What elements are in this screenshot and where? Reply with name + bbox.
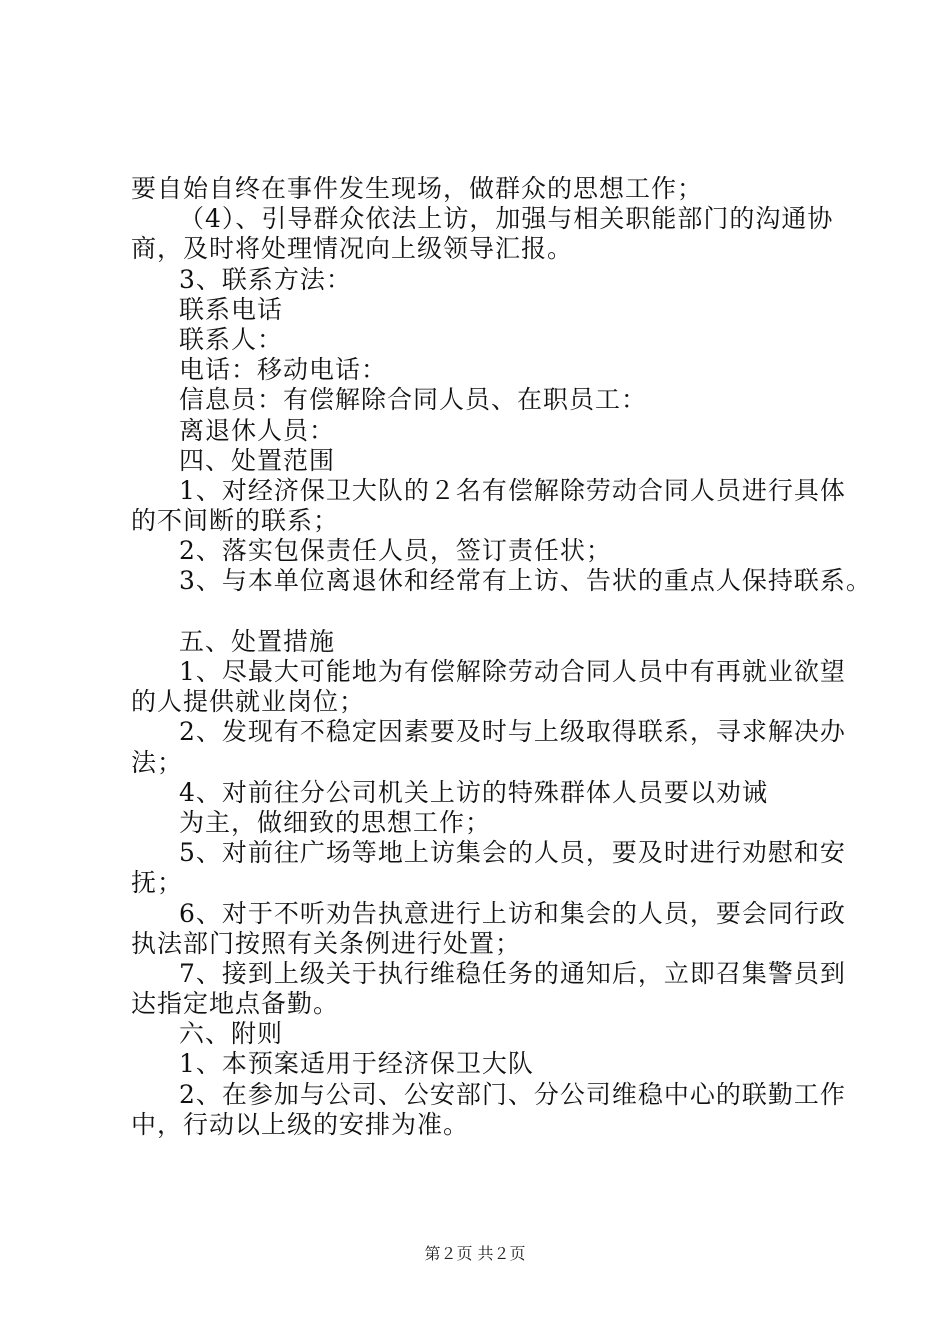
text-line: 3、与本单位离退休和经常有上访、告状的重点人保持联系。 xyxy=(179,566,872,596)
text-line: 执法部门按照有关条例进行处置； xyxy=(131,928,522,958)
text-line: 商，及时将处理情况向上级领导汇报。 xyxy=(131,234,574,264)
text-line: 3、联系方法： xyxy=(179,264,352,294)
text-line: （4）、引导群众依法上访，加强与相关职能部门的沟通协 xyxy=(179,204,834,234)
text-line: 要自始自终在事件发生现场，做群众的思想工作； xyxy=(131,174,704,203)
text-line: 5、对前往广场等地上访集会的人员，要及时进行劝慰和安 xyxy=(179,838,846,868)
text-line: 2、发现有不稳定因素要及时与上级取得联系，寻求解决办 xyxy=(179,717,846,747)
text-line: 2、在参加与公司、公安部门、分公司维稳中心的联勤工作 xyxy=(179,1079,846,1109)
text-line: 联系人： xyxy=(179,324,284,354)
text-line: 达指定地点备勤。 xyxy=(131,989,340,1019)
text-line: 1、尽最大可能地为有偿解除劳动合同人员中有再就业欲望 xyxy=(179,657,846,686)
section-heading: 四、处置范围 xyxy=(179,445,336,475)
text-line: 抚； xyxy=(131,868,184,898)
text-line: 的不间断的联系； xyxy=(131,506,340,536)
text-line: 7、接到上级关于执行维稳任务的通知后，立即召集警员到 xyxy=(179,958,846,988)
text-line: 电话：移动电话： xyxy=(179,355,388,385)
text-line: 法； xyxy=(131,747,184,777)
page-footer: 第２页 共２页 xyxy=(424,1244,526,1263)
blank-line xyxy=(131,597,841,627)
section-heading: 六、附则 xyxy=(179,1019,284,1049)
text-line: 4、对前往分公司机关上访的特殊群体人员要以劝诫 xyxy=(179,777,768,807)
text-line: 中，行动以上级的安排为准。 xyxy=(131,1109,470,1139)
text-line: 1、本预案适用于经济保卫大队 xyxy=(179,1049,534,1079)
text-line: 1、对经济保卫大队的２名有偿解除劳动合同人员进行具体 xyxy=(179,475,846,505)
text-line: 信息员：有偿解除合同人员、在职员工： xyxy=(179,385,648,415)
text-line: 联系电话 xyxy=(179,294,284,324)
text-line: 6、对于不听劝告执意进行上访和集会的人员，要会同行政 xyxy=(179,898,846,928)
section-heading: 五、处置措施 xyxy=(179,626,336,656)
text-line: 的人提供就业岗位； xyxy=(131,687,366,717)
text-line: 为主，做细致的思想工作； xyxy=(179,807,492,837)
text-line: 2、落实包保责任人员，签订责任状； xyxy=(179,536,612,566)
document-body xyxy=(131,174,872,1140)
text-line: 离退休人员： xyxy=(179,415,336,445)
